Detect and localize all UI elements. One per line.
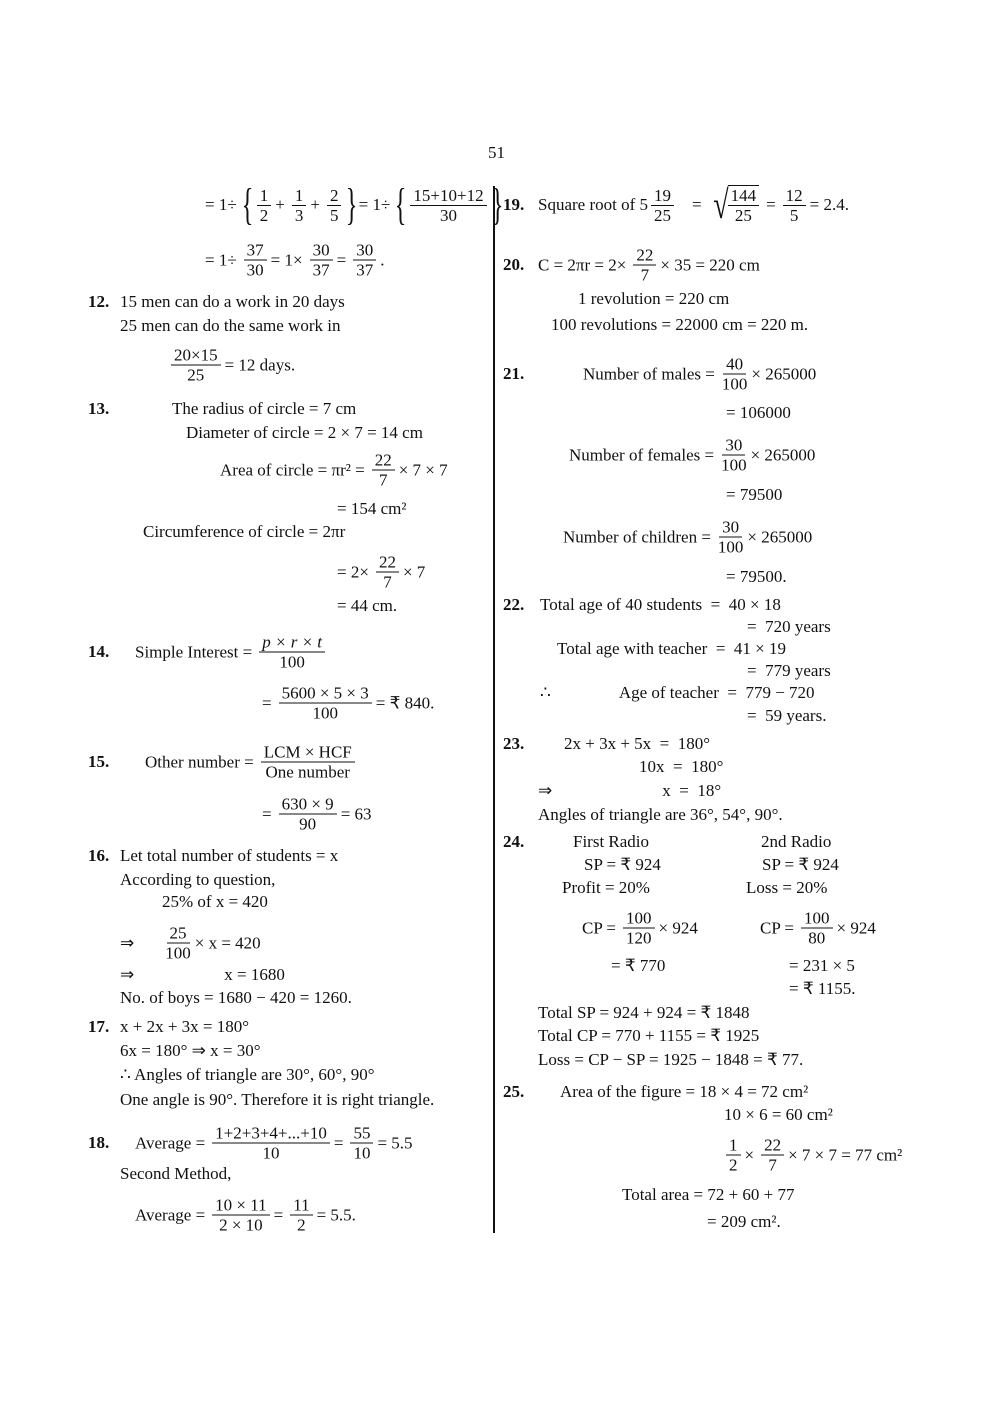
question-number: 24. bbox=[503, 832, 525, 851]
den: 5 bbox=[329, 205, 339, 225]
text: Loss = 20% bbox=[746, 878, 828, 897]
text: = 44 cm. bbox=[337, 596, 398, 615]
den: 90 bbox=[299, 814, 317, 834]
q25-line1 bbox=[560, 1082, 812, 1102]
num: 22 bbox=[633, 246, 656, 266]
den: 25 bbox=[187, 365, 205, 385]
text: Total age of 40 students = 40 × 18 bbox=[540, 595, 781, 614]
q24-cp1 bbox=[582, 909, 702, 948]
fraction bbox=[718, 518, 744, 557]
text: Total age with teacher = 41 × 19 bbox=[557, 639, 786, 658]
text: = bbox=[766, 195, 776, 214]
num: 100 bbox=[623, 909, 655, 929]
q17-line1 bbox=[120, 1017, 253, 1037]
q24-head2 bbox=[761, 832, 835, 852]
fraction bbox=[726, 1136, 741, 1175]
fraction bbox=[783, 186, 806, 225]
fraction bbox=[376, 553, 399, 592]
square-root bbox=[710, 182, 762, 227]
num: 30 bbox=[310, 241, 333, 261]
fraction bbox=[728, 185, 760, 225]
text: 2nd Radio bbox=[761, 832, 832, 851]
text: Angles of triangle are 36°, 54°, 90°. bbox=[538, 805, 783, 824]
q24-profit bbox=[562, 878, 654, 898]
question-number: 13. bbox=[88, 399, 110, 418]
text: Average = bbox=[135, 1205, 206, 1224]
den: 5 bbox=[789, 205, 799, 225]
text: = ₹ 1155. bbox=[789, 979, 856, 998]
q12-line2 bbox=[120, 316, 344, 336]
text: Total area = 72 + 60 + 77 bbox=[622, 1185, 795, 1204]
text: = 1÷ bbox=[205, 195, 237, 214]
question-number: 12. bbox=[88, 292, 110, 311]
text: 6x = 180° ⇒ x = 30° bbox=[120, 1041, 261, 1060]
fraction bbox=[244, 241, 267, 280]
q22-line5 bbox=[540, 683, 819, 703]
den: 30 bbox=[440, 205, 457, 225]
question-number: 20. bbox=[503, 255, 525, 274]
text: ⇒ bbox=[538, 781, 553, 800]
text: = ₹ 770 bbox=[611, 956, 666, 975]
fraction bbox=[261, 743, 355, 782]
text: × 265000 bbox=[750, 445, 816, 464]
num: LCM × HCF bbox=[261, 743, 355, 763]
q14-line1 bbox=[135, 633, 329, 672]
den: 7 bbox=[378, 470, 388, 490]
fraction bbox=[350, 1124, 373, 1163]
num: 22 bbox=[376, 553, 399, 573]
text: = 12 days. bbox=[224, 355, 296, 374]
q22-line2 bbox=[747, 617, 835, 637]
num: 5600 × 5 × 3 bbox=[279, 684, 372, 704]
den: 3 bbox=[294, 205, 304, 225]
page-number: 51 bbox=[488, 143, 505, 162]
num: p × r × t bbox=[259, 633, 325, 653]
den: 10 bbox=[262, 1143, 280, 1163]
text: ⇒ bbox=[120, 965, 135, 984]
den: 100 bbox=[721, 374, 748, 394]
q21-children-result bbox=[726, 567, 791, 587]
q24-r3 bbox=[789, 979, 860, 999]
num: 25 bbox=[167, 924, 190, 944]
text: = 2× bbox=[337, 562, 369, 581]
num: 22 bbox=[372, 451, 395, 471]
text: × bbox=[744, 1145, 755, 1164]
q22-line6 bbox=[747, 706, 830, 726]
text: . bbox=[380, 250, 385, 269]
question-number: 17. bbox=[88, 1017, 110, 1036]
fraction bbox=[165, 924, 191, 963]
num: 144 bbox=[728, 186, 760, 206]
q25-line4 bbox=[622, 1185, 799, 1205]
num: 30 bbox=[722, 436, 745, 456]
q23-line3 bbox=[538, 781, 725, 801]
den: 25 bbox=[654, 205, 672, 225]
text: ⇒ bbox=[120, 933, 135, 952]
text: Total CP = 770 + 1155 = ₹ 1925 bbox=[538, 1026, 760, 1045]
text: Second Method, bbox=[120, 1164, 232, 1183]
den: 7 bbox=[383, 572, 392, 592]
text: = 79500 bbox=[726, 485, 783, 504]
den: 100 bbox=[717, 537, 744, 557]
num: 19 bbox=[651, 186, 674, 206]
text: x + 2x + 3x = 180° bbox=[120, 1017, 250, 1036]
question-number: 23. bbox=[503, 734, 525, 753]
den: One number bbox=[265, 762, 350, 782]
fraction bbox=[761, 1136, 784, 1175]
text: × 924 bbox=[658, 918, 698, 937]
q25-line2 bbox=[724, 1105, 837, 1125]
q22-line4 bbox=[747, 661, 835, 681]
num: 1+2+3+4+...+10 bbox=[212, 1124, 330, 1144]
question-number: 18. bbox=[88, 1133, 110, 1152]
text: = 720 years bbox=[747, 617, 831, 636]
text: Diameter of circle = 2 × 7 = 14 cm bbox=[186, 423, 423, 442]
text: No. of boys = 1680 − 420 = 1260. bbox=[120, 988, 352, 1007]
text: According to question, bbox=[120, 870, 276, 889]
q20-line2 bbox=[578, 289, 733, 309]
text: = bbox=[262, 693, 272, 712]
question-number: 15. bbox=[88, 752, 110, 771]
fraction bbox=[721, 436, 747, 475]
q18-line1 bbox=[135, 1124, 417, 1163]
den: 37 bbox=[312, 260, 330, 280]
q24-r2 bbox=[789, 956, 859, 976]
text: × 7 × 7 = 77 cm² bbox=[788, 1145, 903, 1164]
q13-line3 bbox=[220, 451, 452, 490]
text: 10 × 6 = 60 cm² bbox=[724, 1105, 833, 1124]
q23-line1 bbox=[564, 734, 714, 754]
text: First Radio bbox=[573, 832, 650, 851]
text: × x = 420 bbox=[194, 933, 261, 952]
text: = 209 cm². bbox=[707, 1212, 781, 1231]
brace: { bbox=[241, 180, 254, 229]
q21-males bbox=[583, 355, 820, 394]
q16-line1 bbox=[120, 846, 342, 866]
text: Other number = bbox=[145, 752, 254, 771]
text: 10x = 180° bbox=[639, 757, 724, 776]
fraction bbox=[279, 684, 372, 723]
num: 630 × 9 bbox=[279, 795, 337, 815]
text: = bbox=[262, 804, 272, 823]
q18-line3 bbox=[135, 1196, 360, 1235]
brace: { bbox=[395, 180, 407, 229]
text: CP = bbox=[760, 918, 794, 937]
num: 30 bbox=[353, 241, 376, 261]
num: 12 bbox=[783, 186, 806, 206]
text: + bbox=[275, 195, 285, 214]
question-number: 22. bbox=[503, 595, 525, 614]
brace: } bbox=[346, 180, 358, 229]
text: Area of the figure = 18 × 4 = 72 cm² bbox=[560, 1082, 809, 1101]
den: 30 bbox=[246, 260, 264, 280]
q16-line5 bbox=[120, 965, 289, 985]
den: 2 × 10 bbox=[219, 1215, 263, 1235]
text: Simple Interest = bbox=[135, 642, 253, 661]
den: 80 bbox=[808, 928, 826, 948]
q24-sp2 bbox=[762, 855, 843, 875]
text: = 154 cm² bbox=[337, 499, 407, 518]
question-number: 16. bbox=[88, 846, 110, 865]
den: 2 bbox=[259, 205, 269, 225]
q15-line1 bbox=[145, 743, 359, 782]
num: 1 bbox=[257, 186, 272, 206]
q13-line5 bbox=[143, 522, 349, 542]
text: × 7 bbox=[402, 562, 426, 581]
text: Profit = 20% bbox=[562, 878, 650, 897]
q24-loss bbox=[746, 878, 831, 898]
text: = 779 years bbox=[747, 661, 831, 680]
fraction bbox=[212, 1124, 330, 1163]
den: 25 bbox=[734, 206, 752, 225]
num: 10 × 11 bbox=[212, 1196, 269, 1216]
den: 7 bbox=[768, 1155, 777, 1175]
question-number: 14. bbox=[88, 642, 110, 661]
q24-total-cp bbox=[538, 1026, 763, 1046]
text: × 265000 bbox=[751, 364, 817, 383]
text: = 1× bbox=[270, 250, 303, 269]
fraction bbox=[651, 186, 674, 225]
text: Area of circle = πr² = bbox=[220, 460, 365, 479]
q25-line3 bbox=[723, 1136, 906, 1175]
question-number: 21. bbox=[503, 364, 525, 383]
q24-loss-total bbox=[538, 1050, 807, 1070]
fraction bbox=[279, 795, 337, 834]
text: = 63 bbox=[340, 804, 372, 823]
num: 55 bbox=[350, 1124, 373, 1144]
text: = 1÷ bbox=[205, 250, 237, 269]
text: × 35 = 220 cm bbox=[660, 255, 760, 274]
text: SP = ₹ 924 bbox=[762, 855, 839, 874]
q17-line3 bbox=[120, 1065, 379, 1085]
q24-r1 bbox=[611, 956, 669, 976]
q13-line1 bbox=[172, 399, 360, 419]
q24-cp2 bbox=[760, 909, 880, 948]
text: = 5.5. bbox=[316, 1205, 356, 1224]
text: = bbox=[336, 250, 347, 269]
text: SP = ₹ 924 bbox=[584, 855, 661, 874]
q24-total-sp bbox=[538, 1003, 754, 1023]
num: 11 bbox=[290, 1196, 312, 1216]
q21-children bbox=[563, 518, 816, 557]
q18-line2 bbox=[120, 1164, 235, 1184]
fraction bbox=[372, 451, 395, 490]
fraction bbox=[259, 633, 325, 672]
fraction bbox=[633, 246, 656, 285]
fraction bbox=[257, 186, 272, 225]
text: = bbox=[692, 195, 702, 214]
text: Number of males = bbox=[583, 364, 715, 383]
q15-line2 bbox=[262, 795, 376, 834]
q24-head1 bbox=[573, 832, 653, 852]
text: Square root of 5 bbox=[538, 195, 649, 214]
text: 25 men can do the same work in bbox=[120, 316, 341, 335]
q16-line2 bbox=[120, 870, 279, 890]
text: = 231 × 5 bbox=[789, 956, 855, 975]
text: ∴ Angles of triangle are 30°, 60°, 90° bbox=[120, 1065, 375, 1084]
den: 100 bbox=[721, 455, 747, 475]
question-number: 19. bbox=[503, 195, 525, 214]
den: 2 bbox=[729, 1155, 738, 1175]
fraction bbox=[327, 186, 342, 225]
therefore-symbol: ∴ bbox=[540, 683, 551, 702]
q16-line3 bbox=[162, 892, 272, 912]
q12-line3 bbox=[168, 346, 299, 385]
num: 15+10+12 bbox=[410, 186, 486, 206]
text: + bbox=[310, 195, 320, 214]
text: C = 2πr = 2× bbox=[538, 255, 627, 274]
text: = 106000 bbox=[726, 403, 791, 422]
text: × 265000 bbox=[747, 527, 813, 546]
q23-line4 bbox=[538, 805, 787, 825]
q14-line2 bbox=[262, 684, 438, 723]
fraction bbox=[410, 186, 486, 225]
den: 100 bbox=[165, 943, 191, 963]
text: CP = bbox=[582, 918, 616, 937]
q17-line4 bbox=[120, 1090, 438, 1110]
num: 2 bbox=[327, 186, 342, 206]
text: 15 men can do a work in 20 days bbox=[120, 292, 345, 311]
fraction bbox=[290, 1196, 312, 1235]
text: = ₹ 840. bbox=[375, 693, 435, 712]
brace: } bbox=[491, 180, 503, 229]
text: x = 18° bbox=[662, 781, 722, 800]
text: Circumference of circle = 2πr bbox=[143, 522, 346, 541]
text: 2x + 3x + 5x = 180° bbox=[564, 734, 711, 753]
fraction bbox=[353, 241, 376, 280]
question-number: 25. bbox=[503, 1082, 525, 1101]
q16-line4 bbox=[120, 924, 265, 963]
den: 10 bbox=[353, 1143, 371, 1163]
text: One angle is 90°. Therefore it is right triangle. bbox=[120, 1090, 435, 1109]
den: 7 bbox=[640, 265, 650, 285]
text: Total SP = 924 + 924 = ₹ 1848 bbox=[538, 1003, 750, 1022]
text: The radius of circle = 7 cm bbox=[172, 399, 357, 418]
q21-females bbox=[569, 436, 819, 475]
q21-males-result bbox=[726, 403, 795, 423]
text: Let total number of students = x bbox=[120, 846, 339, 865]
text: 100 revolutions = 22000 cm = 220 m. bbox=[551, 315, 809, 334]
num: 40 bbox=[723, 355, 746, 375]
fraction bbox=[212, 1196, 269, 1235]
text: Loss = CP − SP = 1925 − 1848 = ₹ 77. bbox=[538, 1050, 804, 1069]
den: 2 bbox=[297, 1215, 306, 1235]
num: 22 bbox=[761, 1136, 784, 1156]
q11-line1 bbox=[205, 180, 504, 229]
text: Number of females = bbox=[569, 445, 715, 464]
num: 1 bbox=[292, 186, 307, 206]
text: = 59 years. bbox=[747, 706, 827, 725]
text: = bbox=[273, 1205, 284, 1224]
fraction bbox=[292, 186, 307, 225]
radical-icon: √ bbox=[712, 182, 729, 227]
text: Number of children = bbox=[563, 527, 711, 546]
text: = 1÷ bbox=[358, 195, 391, 214]
q13-line4 bbox=[337, 499, 410, 519]
q13-line7 bbox=[337, 596, 401, 616]
q22-line3 bbox=[557, 639, 790, 659]
text: 1 revolution = 220 cm bbox=[578, 289, 730, 308]
q11-line2 bbox=[205, 241, 388, 280]
q12-line1 bbox=[120, 292, 349, 312]
column-divider bbox=[493, 186, 495, 1233]
q24-sp1 bbox=[584, 855, 665, 875]
q19-line bbox=[538, 182, 853, 227]
text: = 79500. bbox=[726, 567, 787, 586]
q17-line2 bbox=[120, 1041, 265, 1061]
num: 1 bbox=[726, 1136, 741, 1156]
q13-line6 bbox=[337, 553, 429, 592]
text: × 924 bbox=[836, 918, 876, 937]
q21-females-result bbox=[726, 485, 786, 505]
num: 37 bbox=[244, 241, 267, 261]
q25-line5 bbox=[707, 1212, 785, 1232]
den: 100 bbox=[279, 652, 305, 672]
den: 100 bbox=[312, 703, 338, 723]
q13-line2 bbox=[186, 423, 427, 443]
fraction bbox=[623, 909, 655, 948]
fraction bbox=[171, 346, 221, 385]
text: Average = bbox=[135, 1133, 206, 1152]
num: 20×15 bbox=[171, 346, 221, 366]
fraction bbox=[722, 355, 748, 394]
q22-line1 bbox=[540, 595, 785, 615]
q20-line1 bbox=[538, 246, 764, 285]
text: x = 1680 bbox=[224, 965, 285, 984]
fraction bbox=[310, 241, 333, 280]
fraction bbox=[801, 909, 833, 948]
q16-line6 bbox=[120, 988, 356, 1008]
text: = 5.5 bbox=[377, 1133, 413, 1152]
text: 25% of x = 420 bbox=[162, 892, 268, 911]
num: 100 bbox=[801, 909, 833, 929]
text: Age of teacher = 779 − 720 bbox=[618, 683, 815, 702]
text: × 7 × 7 bbox=[398, 460, 448, 479]
num: 30 bbox=[719, 518, 742, 538]
q23-line2 bbox=[639, 757, 727, 777]
den: 37 bbox=[356, 260, 374, 280]
text: = bbox=[333, 1133, 344, 1152]
den: 120 bbox=[626, 928, 652, 948]
text: = 2.4. bbox=[809, 195, 849, 214]
q20-line3 bbox=[551, 315, 812, 335]
